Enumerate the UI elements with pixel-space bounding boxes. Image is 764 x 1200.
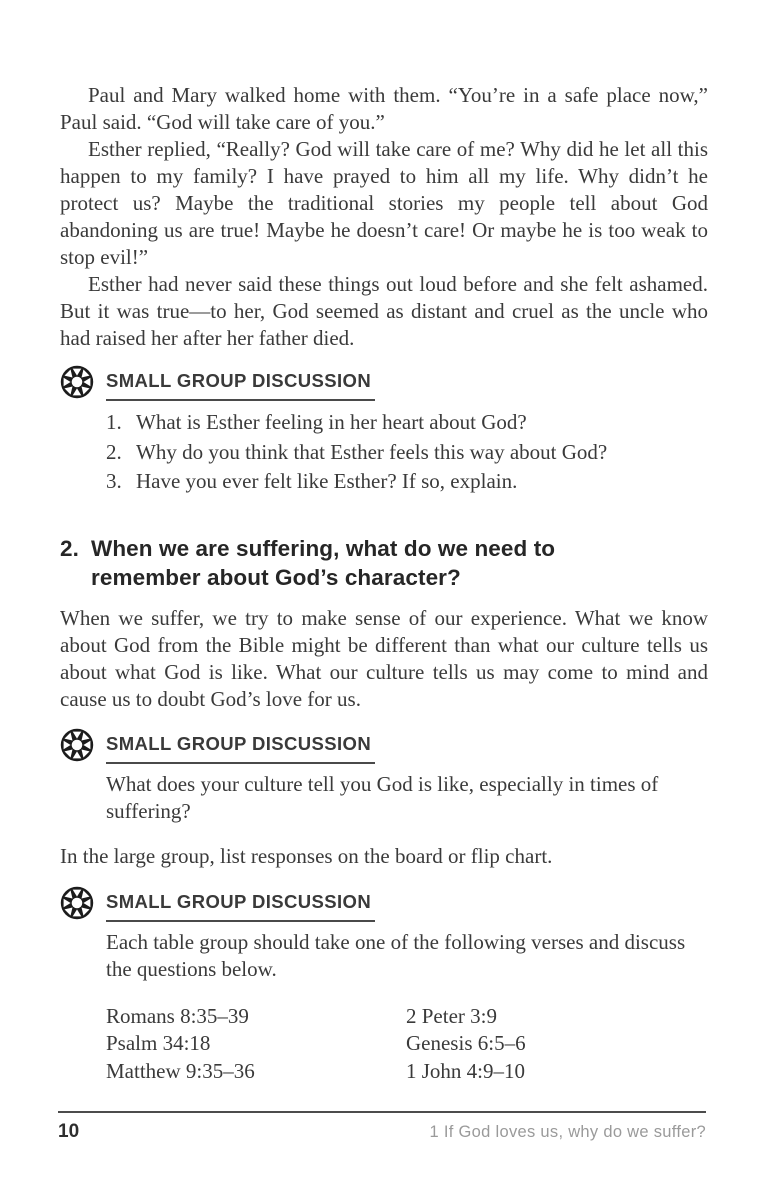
verse-reference: Romans 8:35–39	[106, 1003, 249, 1028]
discussion-question-item	[106, 438, 708, 468]
question-text: What is Esther feeling in her heart about God?	[136, 410, 527, 434]
discussion-2-question	[106, 771, 708, 826]
discussion-1-questions	[106, 408, 708, 497]
discussion-3-heading: SMALL GROUP DISCUSSION	[106, 888, 375, 922]
paragraph-teaching: When we suffer, we try to make sense of our experience. What we know about God from the Bible might be different than what our culture tells us about what God is like. What our culture tells us may come to mind and cause us to doubt God’s love for us.	[60, 605, 708, 711]
page-number: 10	[58, 1121, 80, 1142]
footer-divider	[58, 1111, 706, 1113]
paragraph-narrative-2: Esther replied, “Really? God will take care of me? Why did he let all this happen to my family? I have prayed to him all my life. Why didn’t he protect us? Maybe the traditional stories my people tell about God abandoning us are true! Maybe he doesn’t care! Or maybe he is too weak to stop evil!”	[60, 137, 708, 269]
discussion-question-item	[106, 467, 708, 497]
small-group-discussion-block-2	[60, 730, 708, 826]
verse-column-right	[406, 1003, 526, 1086]
paragraph-narrative-3: Esther had never said these things out loud before and she felt ashamed. But it was true—to her, God seemed as distant and cruel as the uncle who had raised her after her father died.	[60, 272, 708, 350]
small-group-discussion-block-1	[60, 367, 708, 497]
discussion-question-text: What does your culture tell you God is like, especially in times of suffering?	[106, 771, 659, 823]
discussion-1-heading: SMALL GROUP DISCUSSION	[106, 367, 375, 401]
discussion-question-item	[106, 408, 708, 438]
page-content	[60, 82, 708, 1085]
verse-reference: 1 John 4:9–10	[406, 1058, 526, 1083]
running-chapter-title: 1 If God loves us, why do we suffer?	[429, 1123, 706, 1141]
section-heading-2	[60, 534, 708, 592]
verse-reference: Genesis 6:5–6	[406, 1031, 526, 1055]
question-text: Have you ever felt like Esther? If so, explain.	[136, 469, 518, 493]
discussion-3-header	[60, 888, 708, 922]
verse-reference: Matthew 9:35–36	[106, 1058, 255, 1083]
verse-column-left	[106, 1003, 406, 1086]
question-number: 1.	[106, 410, 122, 434]
question-number: 3.	[106, 469, 122, 493]
verse-reference: 2 Peter 3:9	[406, 1003, 497, 1028]
page-footer	[58, 1121, 706, 1143]
verse-reference: Psalm 34:18	[106, 1031, 211, 1055]
paragraph-narrative-1: Paul and Mary walked home with them. “You’re in a safe place now,” Paul said. “God will take care of you.”	[60, 83, 708, 134]
section-number: 2.	[60, 535, 79, 561]
discussion-1-header	[60, 367, 708, 401]
verse-list	[106, 1003, 708, 1086]
small-group-discussion-block-3	[60, 888, 708, 1086]
discussion-3-body	[106, 929, 708, 1086]
question-text: Why do you think that Esther feels this way about God?	[136, 439, 608, 464]
group-table-icon	[60, 365, 94, 399]
group-table-icon	[60, 728, 94, 762]
section-title: When we are suffering, what do we need to remember about God’s character?	[91, 535, 556, 590]
discussion-2-heading: SMALL GROUP DISCUSSION	[106, 730, 375, 764]
discussion-intro-text: Each table group should take one of the following verses and discuss the questions below.	[106, 929, 686, 981]
discussion-2-header	[60, 730, 708, 764]
paragraph-instruction: In the large group, list responses on the board or flip chart.	[60, 843, 553, 868]
group-table-icon	[60, 886, 94, 920]
question-number: 2.	[106, 439, 122, 464]
